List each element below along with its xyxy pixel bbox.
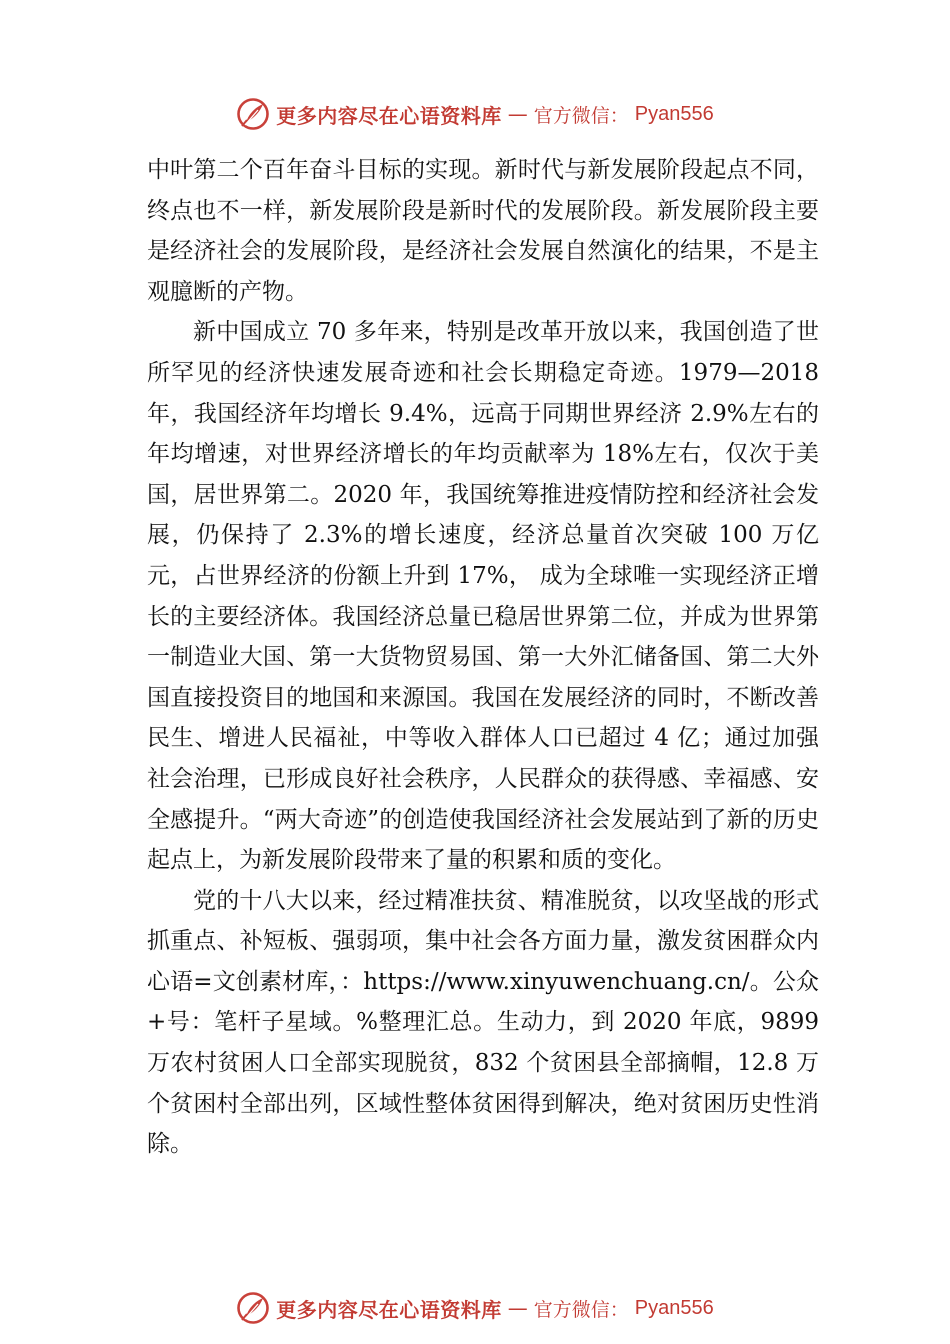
header-banner	[0, 94, 950, 134]
banner-wechat-id: Pyan556	[634, 102, 714, 125]
banner-wechat-label: 官方微信：	[533, 104, 629, 127]
banner-dash: —	[507, 102, 528, 126]
paragraph-poverty-alleviation: 党的十八大以来，经过精准扶贫、精准脱贫，以攻坚战的形式抓重点、补短板、强弱项，集中社会各方面力量，激发贫困群众内心语=文创素材库，：https://www.xinyuwenchuang.cn/。公众+号：笔杆子星域。%整理汇总。生动力，到 2020 年底，9899 万农村贫困人口全部实现脱贫，832 个贫困县全部摘帽，12.8 万个贫困村全部出列，区域性整体贫困得到解决，绝对贫困历史性消除。	[147, 887, 819, 1158]
banner-wechat-label: 官方微信：	[533, 1298, 629, 1321]
paragraph-economic-miracle: 新中国成立 70 多年来，特别是改革开放以来，我国创造了世所罕见的经济快速发展奇迹和社会长期稳定奇迹。1979—2018 年，我国经济年均增长 9.4%，远高于同期世界经济 2.9%左右的年均增速，对世界经济增长的年均贡献率为 18%左右，仅次于美国，居世界第二。2020 年，我国统筹推进疫情防控和经济社会发展，仍保持了 2.3%的增长速度，经济总量首次突破 100 万亿元，占世界经济的份额上升到 17%， 成为全球唯一实现经济正增长的主要经济体。我国经济总量已稳居世界第二位，并成为世界第一制造业大国、第一大货物贸易国、第一大外汇储备国、第二大外国直接投资目的地国和来源国。我国在发展经济的同时，不断改善民生、增进人民福祉，中等收入群体人口已超过 4 亿；通过加强社会治理，已形成良好社会秩序，人民群众的获得感、幸福感、安全感提升。“两大奇迹”的创造使我国经济社会发展站到了新的历史起点上，为新发展阶段带来了量的积累和质的变化。	[147, 319, 819, 874]
document-body	[147, 150, 819, 1165]
paragraph-continuation: 中叶第二个百年奋斗目标的实现。新时代与新发展阶段起点不同，终点也不一样，新发展阶段是新时代的发展阶段。新发展阶段主要是经济社会的发展阶段，是经济社会发展自然演化的结果，不是主观臆断的产物。	[147, 157, 819, 305]
banner-wechat-id: Pyan556	[634, 1296, 714, 1319]
banner-dash: —	[507, 1296, 528, 1320]
banner-title: 更多内容尽在心语资料库	[276, 103, 502, 128]
footer-banner	[0, 1288, 950, 1328]
quill-feather-logo-icon	[236, 1291, 270, 1325]
banner-title: 更多内容尽在心语资料库	[276, 1297, 502, 1322]
quill-feather-logo-icon	[236, 97, 270, 131]
